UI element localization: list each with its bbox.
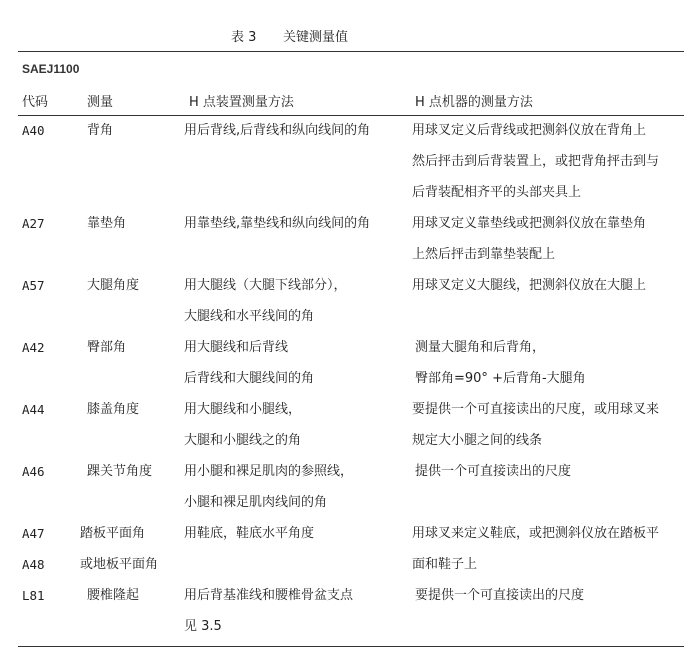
cell-device: 用小腿和裸足肌肉的参照线， xyxy=(184,464,354,479)
cell-measure: 靠垫角 xyxy=(87,216,127,231)
cell-machine: 然后抨击到后背装置上，或把背角抨击到与 xyxy=(412,154,660,169)
top-rule xyxy=(18,51,684,52)
cell-code: L81 xyxy=(22,588,45,603)
table-number: 表 3 xyxy=(231,30,257,45)
cell-device: 大腿线和水平线间的角 xyxy=(184,309,315,324)
cell-device: 用鞋底，鞋底水平角度 xyxy=(184,526,315,541)
table-title: 关键测量值 xyxy=(283,30,349,45)
cell-device: 用后背线,后背线和纵向线间的角 xyxy=(184,123,371,138)
cell-machine: 用球叉定义靠垫线或把测斜仪放在靠垫角 xyxy=(412,216,647,231)
header-device-method: H 点装置测量方法 xyxy=(189,95,294,110)
cell-machine: 面和鞋子上 xyxy=(412,557,478,572)
cell-device: 用大腿线和后背线 xyxy=(184,340,289,355)
cell-code: A40 xyxy=(22,123,45,138)
cell-code: A42 xyxy=(22,340,45,355)
cell-measure: 背角 xyxy=(87,123,114,138)
cell-code: A48 xyxy=(22,557,45,572)
bottom-rule xyxy=(18,646,684,647)
cell-measure: 腰椎隆起 xyxy=(87,588,140,603)
cell-device: 用大腿线和小腿线， xyxy=(184,402,302,417)
cell-machine: 上然后抨击到靠垫装配上 xyxy=(412,247,556,262)
standard-label: SAEJ1100 xyxy=(22,62,80,76)
cell-device: 小腿和裸足肌肉线间的角 xyxy=(184,495,328,510)
cell-machine: 要提供一个可直接读出的尺度，或用球叉来 xyxy=(412,402,660,417)
cell-device: 用后背基准线和腰椎骨盆支点 xyxy=(184,588,354,603)
header-machine-method: H 点机器的测量方法 xyxy=(415,95,533,110)
cell-machine: 规定大小腿之间的线条 xyxy=(412,433,543,448)
cell-machine: 用球叉来定义鞋底，或把测斜仪放在踏板平 xyxy=(412,526,660,541)
header-measure: 测量 xyxy=(87,95,114,110)
cell-machine: 要提供一个可直接读出的尺度 xyxy=(415,588,585,603)
cell-device: 见 3.5 xyxy=(184,619,222,634)
cell-measure: 膝盖角度 xyxy=(87,402,140,417)
cell-code: A27 xyxy=(22,216,45,231)
cell-measure: 大腿角度 xyxy=(87,278,140,293)
cell-device: 后背线和大腿线间的角 xyxy=(184,371,315,386)
cell-machine: 用球叉定义后背线或把测斜仪放在背角上 xyxy=(412,123,647,138)
cell-machine: 臀部角=90° +后背角-大腿角 xyxy=(415,371,586,386)
header-code: 代码 xyxy=(22,95,49,110)
cell-device: 用大腿线（大腿下线部分）， xyxy=(184,278,347,293)
cell-device: 大腿和小腿线之的角 xyxy=(184,433,302,448)
cell-code: A57 xyxy=(22,278,45,293)
cell-device: 用靠垫线,靠垫线和纵向线间的角 xyxy=(184,216,371,231)
cell-machine: 提供一个可直接读出的尺度 xyxy=(415,464,572,479)
cell-machine: 用球叉定义大腿线，把测斜仪放在大腿上 xyxy=(412,278,647,293)
cell-measure: 臀部角 xyxy=(87,340,127,355)
cell-code: A44 xyxy=(22,402,45,417)
cell-measure: 踏板平面角 xyxy=(80,526,146,541)
cell-measure: 踝关节角度 xyxy=(87,464,153,479)
cell-code: A47 xyxy=(22,526,45,541)
cell-measure: 或地板平面角 xyxy=(80,557,159,572)
cell-machine: 测量大腿角和后背角， xyxy=(415,340,546,355)
cell-machine: 后背装配相齐平的头部夹具上 xyxy=(412,185,582,200)
cell-code: A46 xyxy=(22,464,45,479)
